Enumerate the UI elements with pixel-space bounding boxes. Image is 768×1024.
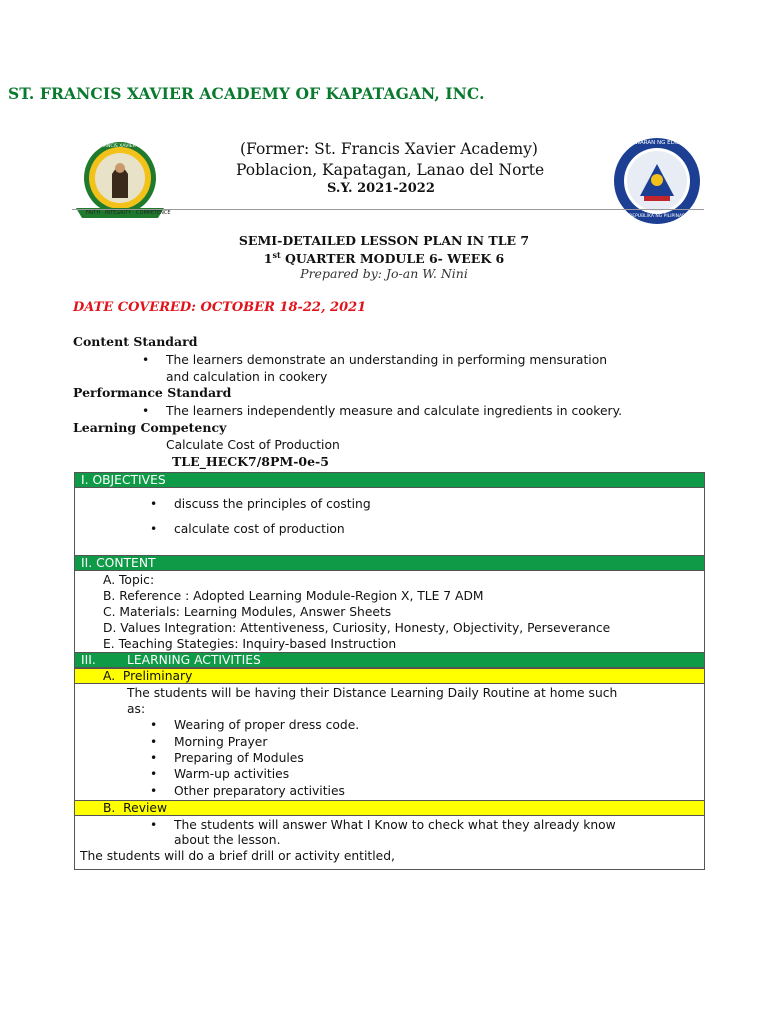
review-item: • The students will answer What I Know to check what they already know [174, 817, 616, 833]
logo-ring-text: ST. FRANCIS XAVIER ACADEMY [90, 144, 160, 149]
learning-activities-heading: III. LEARNING ACTIVITIES [74, 652, 705, 668]
objectives-heading: I. OBJECTIVES [74, 472, 705, 488]
preliminary-item: • Warm-up activities [174, 766, 289, 782]
objective-item: • calculate cost of production [174, 521, 345, 537]
review-item-cont: about the lesson. [174, 833, 281, 847]
date-covered: DATE COVERED: OCTOBER 18-22, 2021 [73, 300, 367, 315]
preliminary-item: • Other preparatory activities [174, 783, 345, 799]
content-item: E. Teaching Stategies: Inquiry-based Instruction [103, 637, 397, 651]
quarter-module: 1st QUARTER MODULE 6- WEEK 6 [263, 250, 505, 267]
preliminary-item: • Wearing of proper dress code. [174, 717, 359, 733]
performance-standard-text: • The learners independently measure and calculate ingredients in cookery. [166, 403, 622, 419]
prepared-by: Prepared by: Jo-an W. Nini [300, 266, 468, 281]
header-divider [72, 209, 704, 210]
deped-seal [612, 136, 702, 226]
content-item: A. Topic: [103, 573, 155, 587]
content-standard-heading: Content Standard [73, 334, 198, 349]
content-heading: II. CONTENT [74, 555, 705, 571]
review-text: The students will do a brief drill or activity entitled, [80, 849, 395, 863]
deped-bottom-text: REPUBLIKA NG PILIPINAS [629, 214, 685, 219]
preliminary-item: • Preparing of Modules [174, 750, 304, 766]
school-name: ST. FRANCIS XAVIER ACADEMY OF KAPATAGAN, INC. [8, 84, 485, 103]
content-standard-text: • The learners demonstrate an understanding in performing mensuration [166, 352, 607, 368]
school-address: Poblacion, Kapatagan, Lanao del Norte [236, 161, 545, 179]
logo-ribbon-text: FAITH · INTEGRITY · COMPETENCE [86, 210, 171, 216]
content-item: B. Reference : Adopted Learning Module-Region X, TLE 7 ADM [103, 589, 484, 603]
preliminary-item: • Morning Prayer [174, 734, 267, 750]
objective-item: • discuss the principles of costing [174, 496, 371, 512]
content-standard-text-cont: and calculation in cookery [166, 370, 328, 384]
preliminary-text: The students will be having their Distance Learning Daily Routine at home such [127, 686, 618, 700]
former-name: (Former: St. Francis Xavier Academy) [240, 140, 538, 158]
review-heading: B. Review [74, 800, 705, 816]
performance-standard-heading: Performance Standard [73, 385, 232, 400]
preliminary-heading: A. Preliminary [74, 668, 705, 684]
content-item: C. Materials: Learning Modules, Answer Sheets [103, 605, 392, 619]
preliminary-text-cont: as: [127, 702, 146, 716]
content-item: D. Values Integration: Attentiveness, Curiosity, Honesty, Objectivity, Perseverance [103, 621, 611, 635]
learning-competency-text: Calculate Cost of Production [166, 438, 340, 452]
learning-competency-heading: Learning Competency [73, 420, 227, 435]
deped-ring-text: KAGAWARAN NG EDUKASYON [620, 140, 702, 146]
school-year: S.Y. 2021-2022 [327, 181, 435, 196]
competency-code: TLE_HECK7/8PM-0e-5 [172, 454, 329, 469]
lesson-plan-title: SEMI-DETAILED LESSON PLAN IN TLE 7 [238, 233, 530, 248]
